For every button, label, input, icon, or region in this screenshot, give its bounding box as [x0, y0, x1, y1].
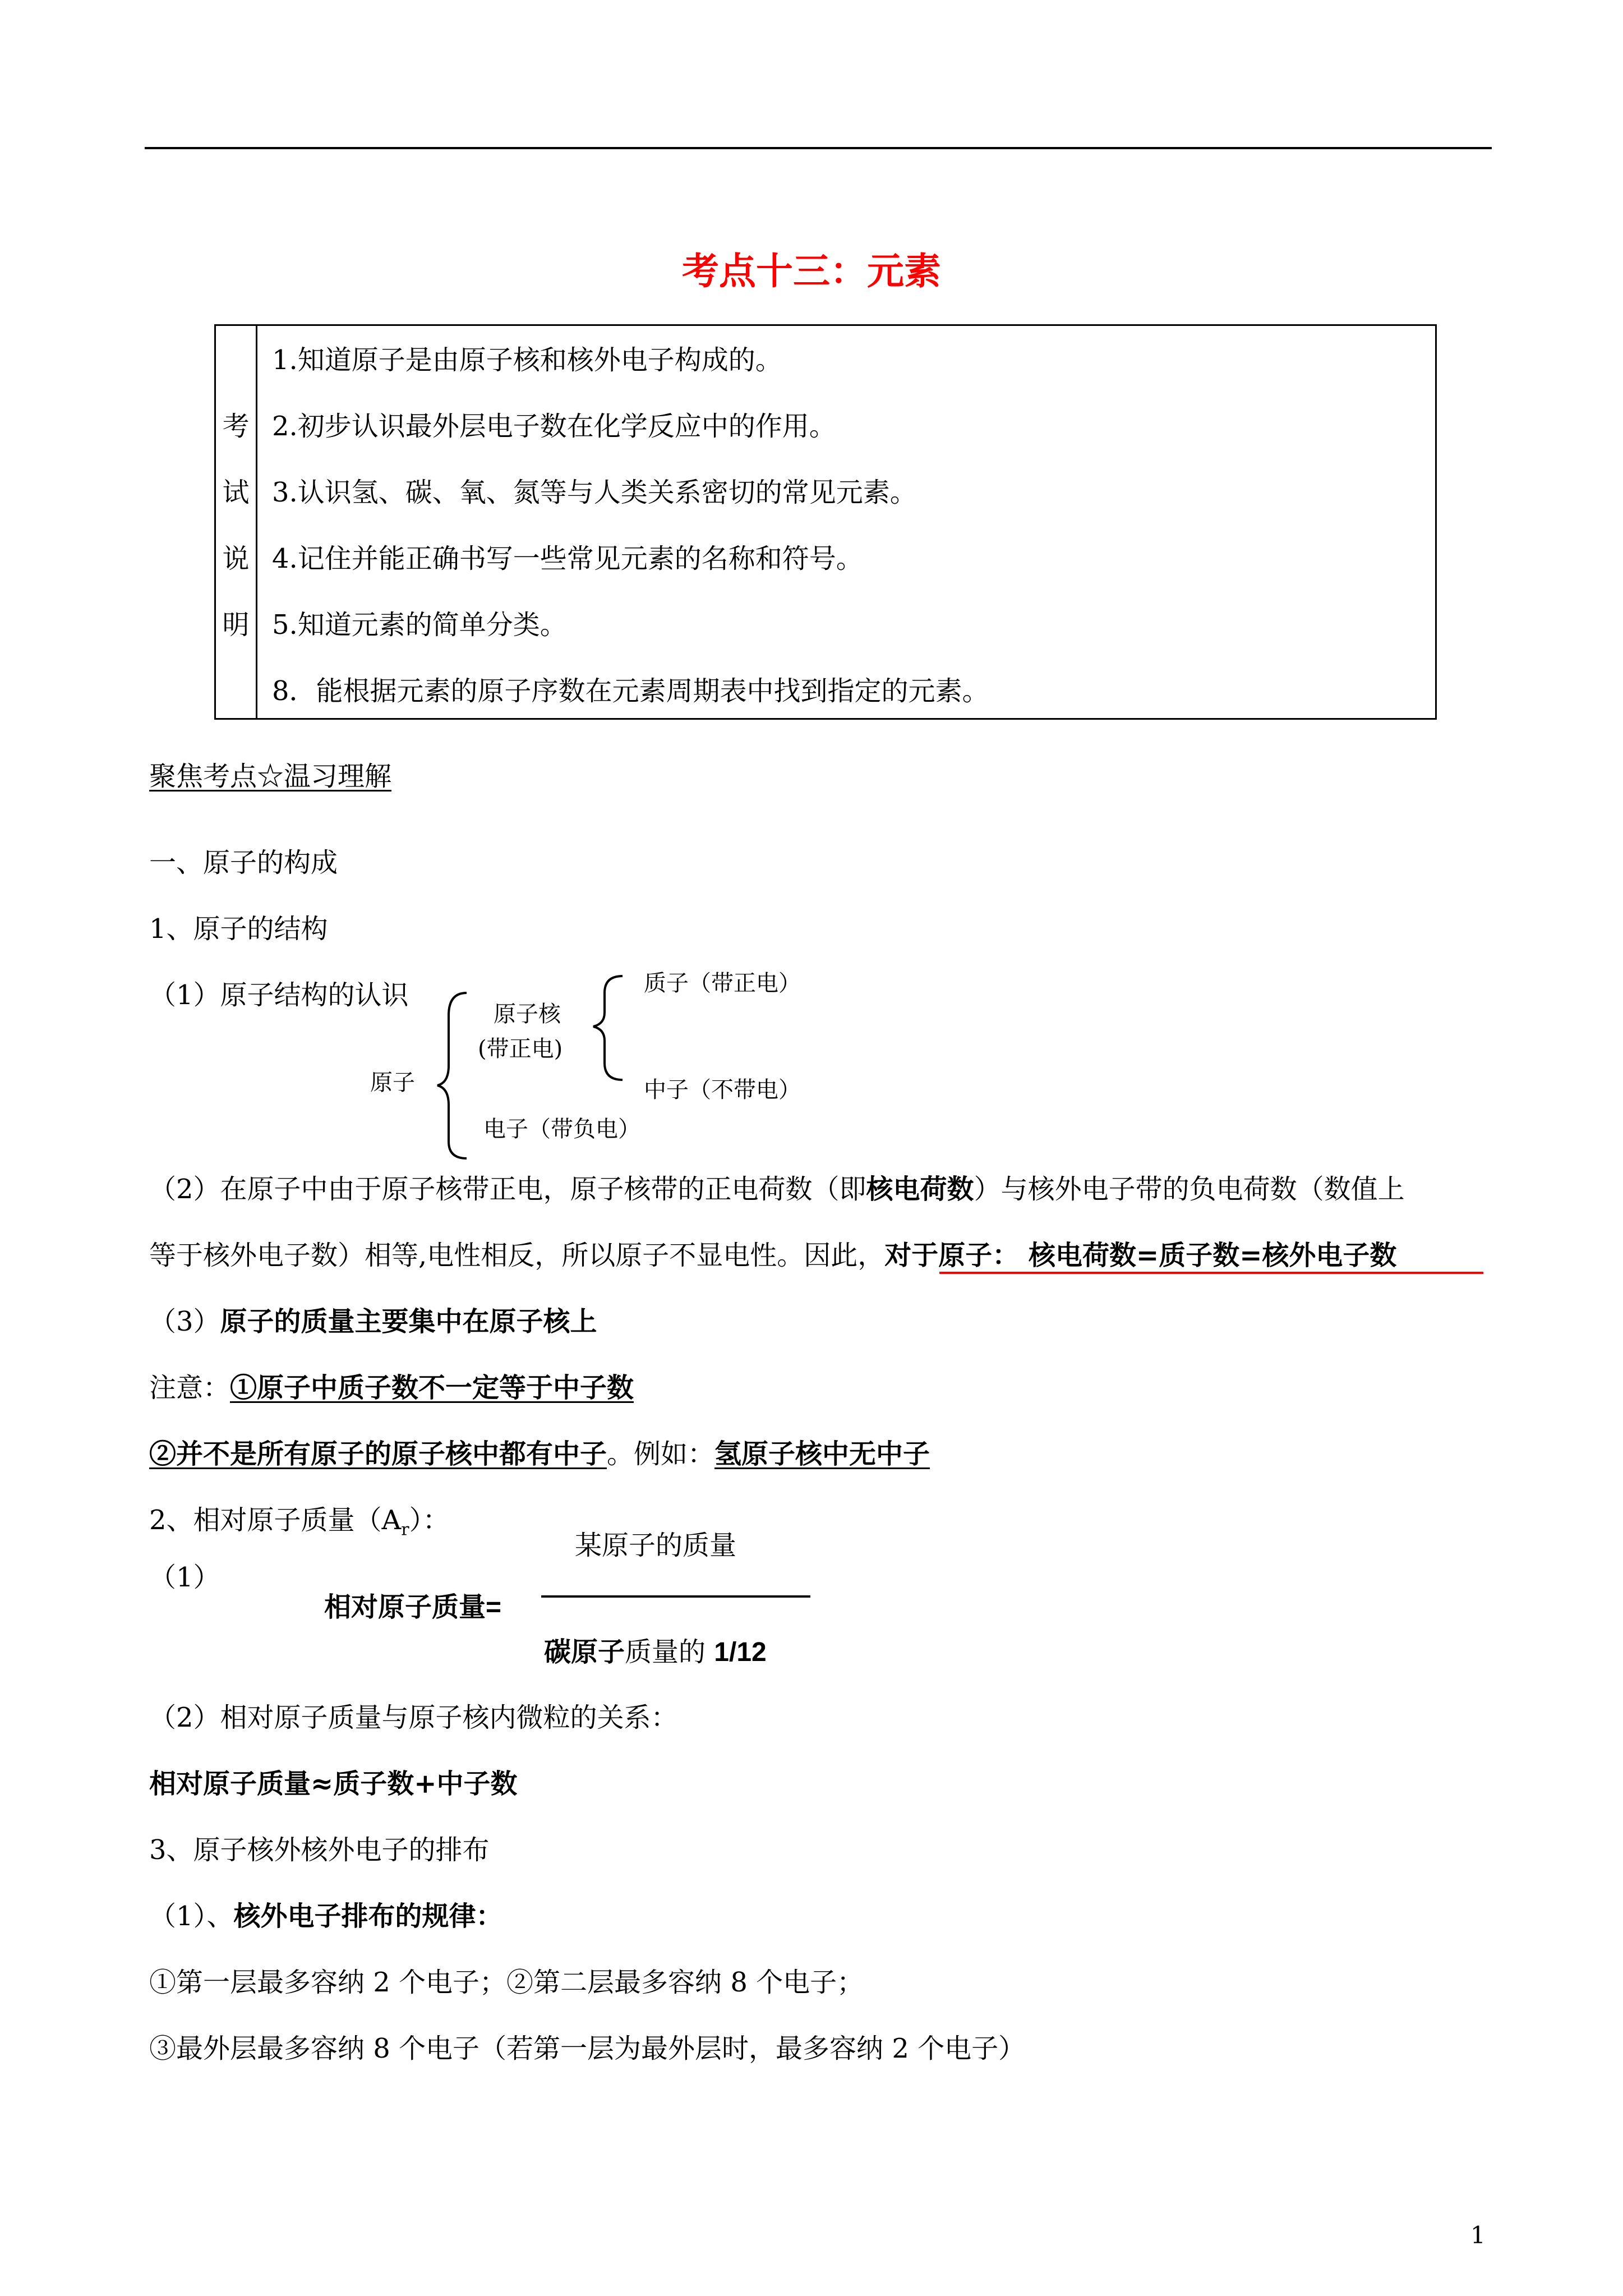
electron-rule-1: ①第一层最多容纳 2 个电子；②第二层最多容纳 8 个电子； — [149, 1967, 864, 1998]
note-1: 注意：①原子中质子数不一定等于中子数 — [149, 1372, 634, 1404]
electron-rule-heading: （1）、核外电子排布的规律： — [149, 1901, 503, 1932]
exam-item: 4.记住并能正确书写一些常见元素的名称和符号。 — [272, 543, 863, 574]
side-char: 考 — [222, 411, 250, 442]
note-2: ②并不是所有原子的原子核中都有中子。例如：氢原子核中无中子 — [149, 1438, 930, 1470]
exam-item: 1.知道原子是由原子核和核外电子构成的。 — [272, 344, 782, 376]
brace-nucleus — [593, 976, 623, 1080]
page-title: 考点十三：元素 — [682, 249, 941, 293]
nucleus-charge-label: (带正电) — [478, 1036, 563, 1062]
exam-item: 2.初步认识最外层电子数在化学反应中的作用。 — [272, 411, 836, 442]
section-heading: 聚焦考点☆温习理解 — [149, 761, 392, 792]
formula-lhs: 相对原子质量= — [324, 1593, 502, 1622]
part1-sub1: 1、原子的结构 — [149, 913, 328, 945]
relation-formula: 相对原子质量≈质子数+中子数 — [149, 1768, 518, 1800]
page-number: 1 — [1470, 2221, 1486, 2249]
exam-item: 3.认识氢、碳、氧、氮等与人类关系密切的常见元素。 — [272, 477, 917, 508]
brace-atom — [437, 993, 467, 1158]
formula-denominator: 碳原子质量的 1/12 — [544, 1636, 767, 1668]
atom-structure-label: （1）原子结构的认识 — [149, 979, 409, 1011]
part2-heading: 2、相对原子质量$(A_r)$： — [149, 1504, 450, 1540]
paragraph-2-line2: 等于核外电子数）相等,电性相反，所以原子不显电性。因此，对于原子： 核电荷数=质子数=核外电子数 — [149, 1240, 1397, 1271]
part1-heading: 一、原子的构成 — [149, 847, 338, 878]
side-char: 试 — [222, 477, 250, 508]
part3-heading: 3、原子核外核外电子的排布 — [149, 1834, 490, 1866]
formula-label: （1） — [149, 1562, 220, 1593]
relation-label: （2）相对原子质量与原子核内微粒的关系： — [149, 1702, 678, 1733]
proton-label: 质子（带正电） — [644, 970, 801, 996]
exam-item: 5.知道元素的简单分类。 — [272, 609, 567, 641]
side-char: 明 — [222, 609, 250, 641]
nucleus-label: 原子核 — [494, 1001, 561, 1027]
neutron-label: 中子（不带电） — [644, 1077, 801, 1103]
side-char: 说 — [222, 543, 250, 574]
electron-rule-2: ③最外层最多容纳 8 个电子（若第一层为最外层时，最多容纳 2 个电子） — [149, 2033, 1026, 2064]
exam-item: 8．能根据元素的原子序数在元素周期表中找到指定的元素。 — [272, 675, 989, 707]
red-underline — [939, 1272, 1483, 1274]
electron-label: 电子（带负电） — [483, 1116, 640, 1142]
paragraph-3: （3）原子的质量主要集中在原子核上 — [149, 1306, 597, 1337]
formula-numerator: 某原子的质量 — [575, 1530, 737, 1561]
fraction-bar — [541, 1595, 810, 1598]
paragraph-2-line1: （2）在原子中由于原子核带正电，原子核带的正电荷数（即核电荷数）与核外电子带的负电荷数（数值上 — [149, 1174, 1405, 1205]
atom-label: 原子 — [370, 1070, 415, 1096]
